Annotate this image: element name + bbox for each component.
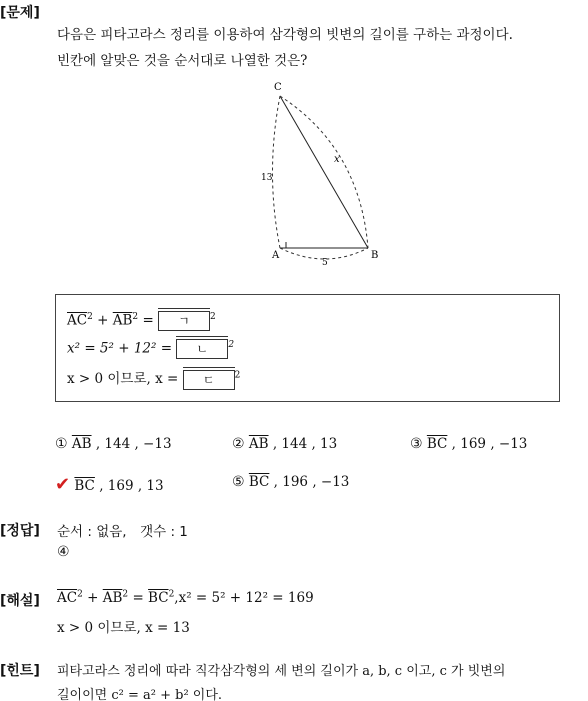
choice-1-values: , 144 , −13 — [95, 436, 172, 452]
answer-label: [정답] — [0, 523, 40, 539]
vertex-c-label: C — [274, 82, 282, 93]
answer-line-1: 순서 : 없음, 갯수 : 1 — [57, 524, 188, 540]
choice-5-values: , 196 , −13 — [273, 474, 350, 490]
choice-5-marker: ⑤ — [232, 474, 245, 490]
problem-line-2: 빈칸에 알맞은 것을 순서대로 나열한 것은? — [57, 53, 308, 69]
solution-segment-bc: $\overline{BC}$ — [148, 590, 169, 606]
solution-equals: = — [132, 590, 144, 606]
box-line-1: $\overline{AC}^2 + \overline{AB}^2$ = ㄱ $^2$ — [67, 311, 216, 331]
solution-plus: + — [87, 590, 99, 606]
line-3-text: x > 0 이므로, x = — [67, 371, 179, 387]
side-ab-label: 5 — [322, 258, 328, 268]
choice-3-segment: $\overline{BC}$ — [426, 436, 448, 452]
process-box — [55, 294, 560, 402]
choice-1[interactable] — [55, 436, 172, 452]
choice-4-segment: $\overline{BC}$ — [74, 478, 95, 494]
hint-label: [힌트] — [0, 663, 40, 679]
choice-1-marker: ① — [55, 436, 68, 452]
triangle-figure — [255, 78, 385, 270]
choice-4[interactable] — [55, 474, 164, 495]
answer-line-2: ④ — [57, 544, 70, 560]
vertex-a-label: A — [272, 250, 280, 261]
side-cb-label: x — [334, 154, 340, 165]
blank-3: ㄷ — [183, 370, 235, 390]
blank-1: ㄱ — [158, 311, 210, 331]
hint-line-1: 피타고라스 정리에 따라 직각삼각형의 세 변의 길이가 a, b, c 이고, c 가 빗변의 — [57, 664, 506, 679]
solution-line-1: $\overline{AC}^2 + \overline{AB}^2 = \overline{BC}^2,x^2 = 5^2 + 12^2 = 169$ — [57, 589, 314, 606]
choice-3-values: , 169 , −13 — [451, 436, 528, 452]
box-line-3: x > 0 이므로, x = ㄷ $^2$ — [67, 367, 240, 390]
solution-equation: ,x² = 5² + 12² = 169 — [174, 590, 314, 606]
hint-line-2: 길이이면 c² = a² + b² 이다. — [57, 688, 223, 701]
problem-label: [문제] — [0, 5, 40, 21]
blank-2: ㄴ — [176, 339, 228, 359]
box-line-2: x² = 5² + 12² = ㄴ $^2$ — [67, 339, 234, 359]
choice-2-segment: $\overline{AB}$ — [248, 436, 269, 452]
check-icon: ✔ — [55, 474, 71, 495]
equals-sign: = — [142, 312, 154, 329]
segment-ab: $\overline{AB}$ — [112, 312, 133, 329]
choice-5-segment: $\overline{BC}$ — [248, 474, 270, 490]
side-ca-label: 13 — [261, 173, 273, 183]
choice-2-marker: ② — [232, 436, 245, 452]
solution-line-2: x > 0 이므로, x = 13 — [57, 620, 190, 636]
problem-line-1: 다음은 피타고라스 정리를 이용하여 삼각형의 빗변의 길이를 구하는 과정이다. — [57, 27, 513, 43]
vertex-b-label: B — [371, 250, 379, 261]
plus-sign: + — [97, 312, 109, 329]
solution-label: [해설] — [0, 593, 40, 609]
choice-2-values: , 144 , 13 — [272, 436, 338, 452]
solution-segment-ab: $\overline{AB}$ — [102, 590, 123, 606]
segment-ac: $\overline{AC}$ — [67, 312, 88, 329]
choice-5[interactable] — [232, 474, 349, 490]
choice-3-marker: ③ — [410, 436, 423, 452]
solution-segment-ac: $\overline{AC}$ — [57, 590, 78, 606]
line-2-equation: x² = 5² + 12² = — [67, 340, 173, 357]
choice-4-values: , 169 , 13 — [99, 478, 164, 494]
choice-1-segment: $\overline{AB}$ — [71, 436, 92, 452]
choice-2[interactable] — [232, 436, 337, 452]
choice-3[interactable] — [410, 436, 527, 452]
